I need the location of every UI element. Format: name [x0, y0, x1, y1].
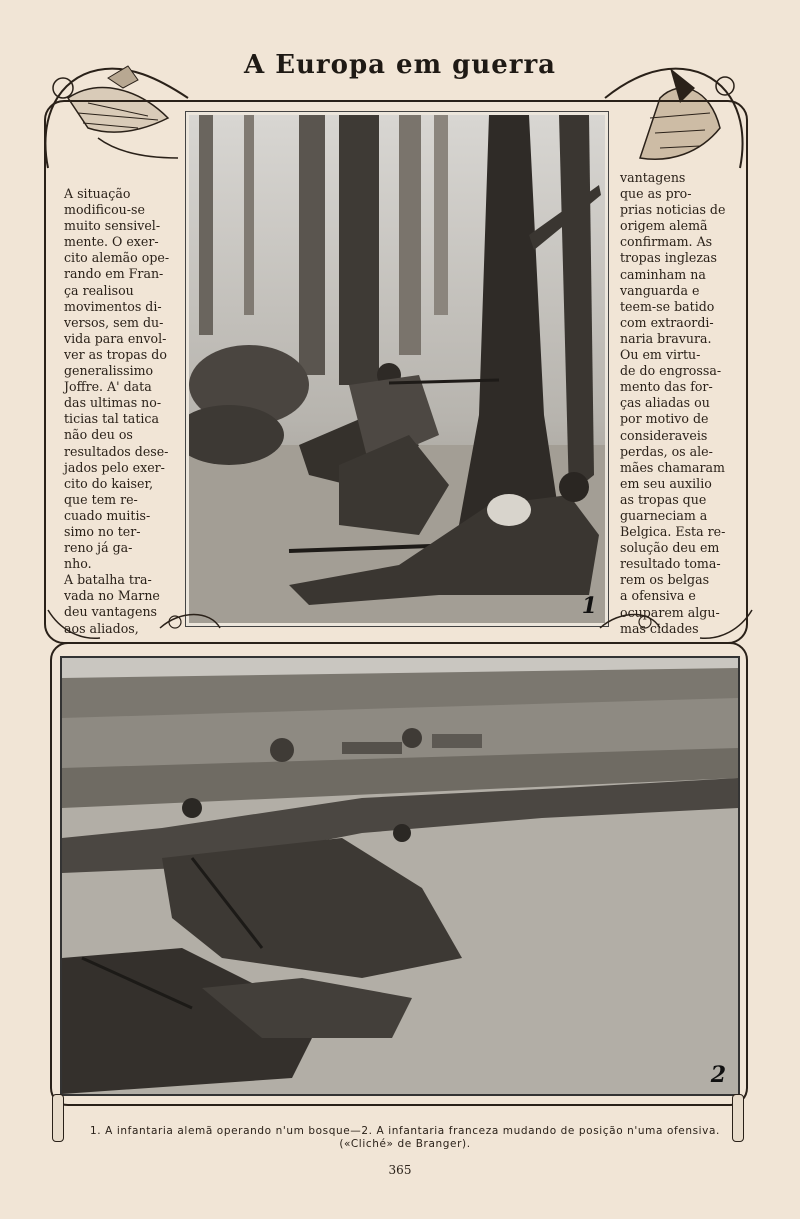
photo2-number: 2 [710, 1062, 726, 1088]
caption-line-2: («Cliché» de Branger). [339, 1138, 471, 1150]
photo-french-infantry [60, 656, 740, 1096]
photo1-number: 1 [581, 593, 597, 619]
figure-caption [60, 1125, 750, 1151]
photo-german-infantry [186, 112, 608, 626]
page-title: A Europa em guerra [243, 50, 557, 80]
article-left-column: A situação modificou-se muito sensivel- mente. O exer- cito alemão ope- rando em Fran- ça realisou movimentos di- versos, sem du- vida para envol- ver as tropas do generalissimo Joffre. A' data das ultimas no- ticias tal tatica não deu os resultados dese- jados pelo exer- cito do kaiser, que tem re- cuado muitis- simo no ter- reno já ga- nho. A batalha tra- vada no Marne deu vantagens aos aliados, [64, 186, 170, 636]
caption-line-1: 1. A infantaria alemã operando n'um bosque—2. A infantaria franceza mudando de posição n'uma ofensiva. [90, 1125, 720, 1137]
page-number: 365 [388, 1163, 412, 1177]
article-right-column: vantagens que as pro- prias noticias de origem alemã confirmam. As tropas inglezas caminham na vanguarda e teem-se batido com extraordi- naria bravura. Ou em virtu- de do engrossa- mento das for- ças aliadas ou por motivo de consideraveis perdas, os ale- mães chamaram em seu auxilio as tropas que guarneciam a Belgica. Esta re- solução deu em resultado toma- rem os belgas a ofensiva e ocuparem algu- mas cidades [620, 170, 726, 636]
